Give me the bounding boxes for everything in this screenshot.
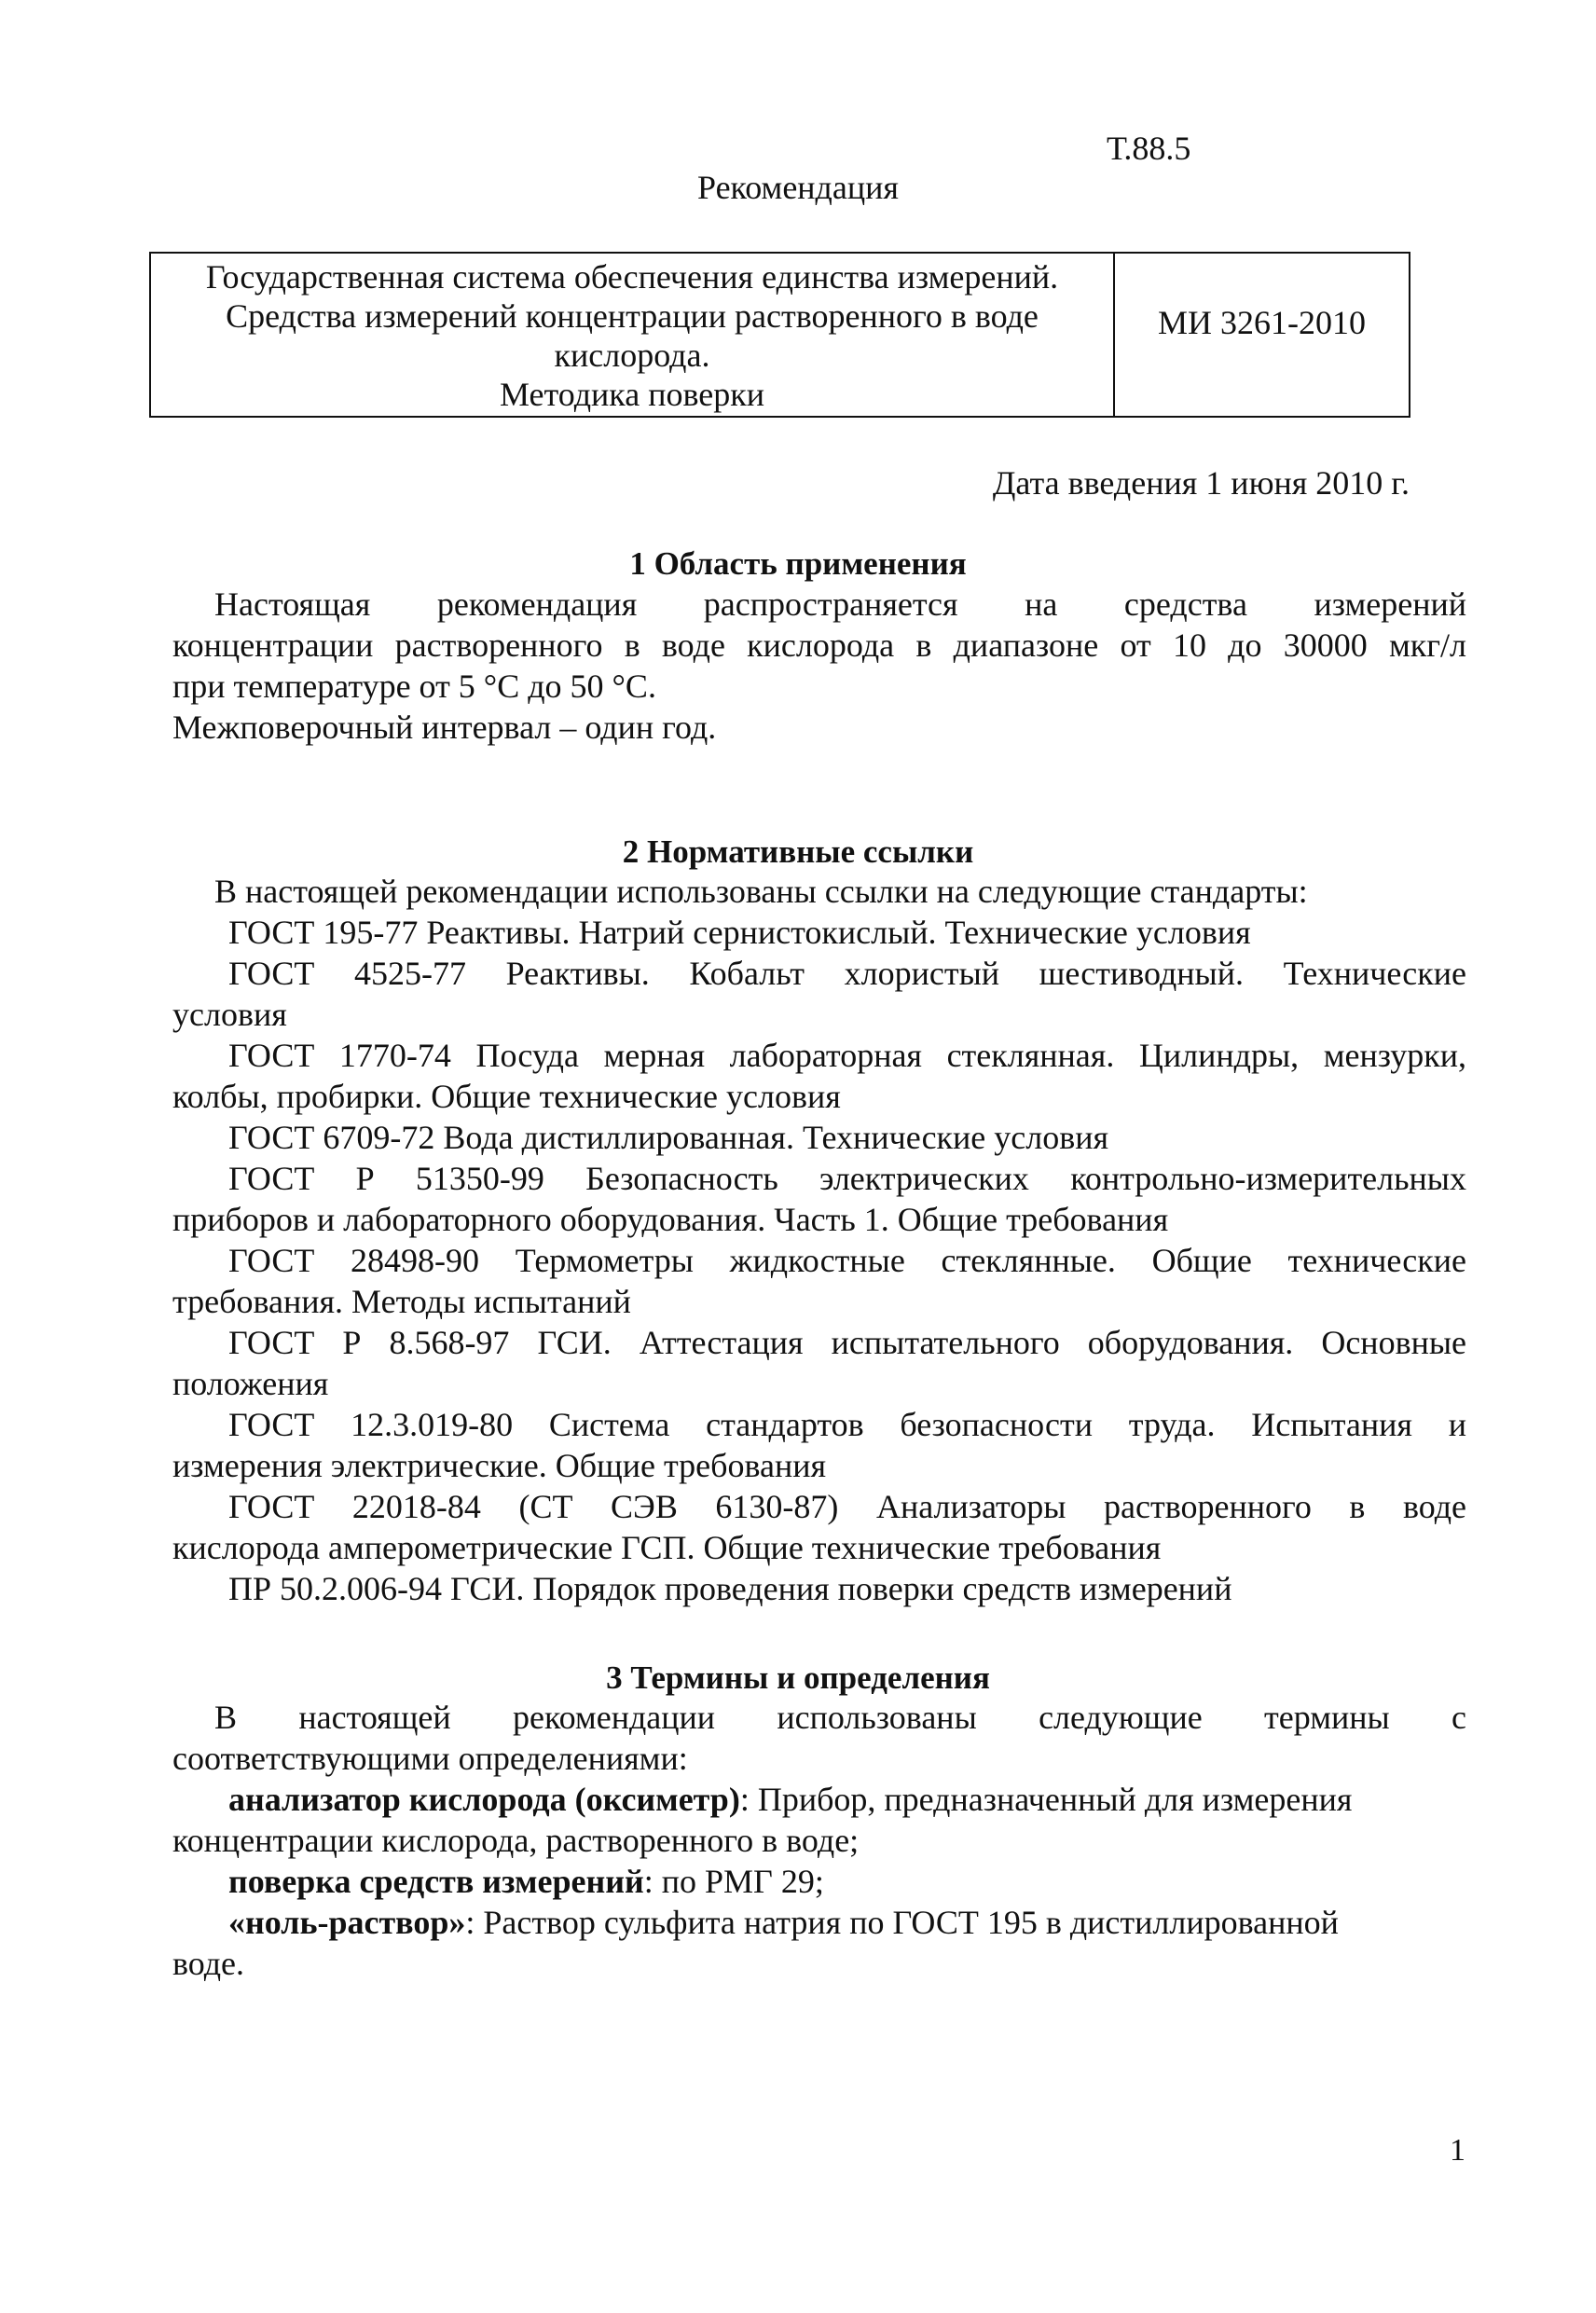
title-table xyxy=(149,252,1410,418)
introduction-date: Дата введения 1 июня 2010 г. xyxy=(992,464,1410,502)
reference-item: ГОСТ 12.3.019-80 Система стандартов безопасности труда. Испытания и xyxy=(228,1406,1466,1443)
reference-item-cont: требования. Методы испытаний xyxy=(172,1283,631,1320)
section-3-heading: 3 Термины и определения xyxy=(606,1659,990,1696)
document-number: МИ 3261-2010 xyxy=(1158,304,1366,341)
section-1-body xyxy=(172,584,1466,748)
section-1-heading: 1 Область применения xyxy=(629,545,967,582)
term: анализатор кислорода (оксиметр) xyxy=(228,1781,740,1818)
definition-cont: концентрации кислорода, растворенного в воде; xyxy=(172,1822,860,1859)
reference-item-cont: приборов и лабораторного оборудования. Часть 1. Общие требования xyxy=(172,1201,1169,1238)
reference-item-cont: условия xyxy=(172,996,287,1033)
title-line: кислорода. xyxy=(554,337,710,374)
text-line: Настоящая рекомендация распространяется на средства измерений xyxy=(214,585,1466,623)
reference-item-cont: измерения электрические. Общие требования xyxy=(172,1447,827,1484)
reference-item: ГОСТ 28498-90 Термометры жидкостные стеклянные. Общие технические xyxy=(228,1242,1466,1279)
reference-item: ГОСТ 1770-74 Посуда мерная лабораторная стеклянная. Цилиндры, мензурки, xyxy=(228,1037,1466,1074)
text-line: В настоящей рекомендации использованы ссылки на следующие стандарты: xyxy=(214,873,1308,910)
text-line: при температуре от 5 °С до 50 °С. xyxy=(172,668,656,705)
text-line: Межповерочный интервал – один год. xyxy=(172,709,717,746)
section-2-body xyxy=(172,871,1466,1609)
term: «ноль-раствор» xyxy=(228,1904,466,1941)
text-line: соответствующими определениями: xyxy=(172,1740,688,1777)
text-line: концентрации растворенного в воде кислорода в диапазоне от 10 до 30000 мкг/л xyxy=(172,626,1466,664)
reference-item-cont: колбы, пробирки. Общие технические условия xyxy=(172,1078,841,1115)
reference-item: ГОСТ 6709-72 Вода дистиллированная. Технические условия xyxy=(228,1119,1109,1156)
reference-item: ГОСТ 4525-77 Реактивы. Кобальт хлористый шестиводный. Технические xyxy=(228,955,1466,992)
title-line: Средства измерений концентрации растворенного в воде xyxy=(226,297,1039,335)
term-definition xyxy=(172,1861,1466,1902)
reference-item: ГОСТ 22018-84 (СТ СЭВ 6130-87) Анализаторы растворенного в воде xyxy=(228,1488,1466,1525)
definition: : Прибор, предназначенный для измерения xyxy=(739,1781,1353,1818)
section-2-heading: 2 Нормативные ссылки xyxy=(622,833,974,870)
definition: : Раствор сульфита натрия по ГОСТ 195 в дистиллированной xyxy=(465,1904,1339,1941)
term-definition xyxy=(172,1902,1466,1943)
section-3-body xyxy=(172,1697,1466,1984)
text-line: В настоящей рекомендации использованы следующие термины с xyxy=(214,1699,1466,1736)
reference-item: ГОСТ Р 51350-99 Безопасность электрических контрольно-измерительных xyxy=(228,1160,1466,1197)
term: поверка средств измерений xyxy=(228,1863,644,1900)
reference-item-cont: кислорода амперометрические ГСП. Общие технические требования xyxy=(172,1529,1162,1566)
definition-cont: воде. xyxy=(172,1945,245,1982)
document-type: Рекомендация xyxy=(697,169,899,206)
term-definition xyxy=(172,1779,1466,1820)
reference-item: ПР 50.2.006-94 ГСИ. Порядок проведения поверки средств измерений xyxy=(228,1570,1232,1607)
reference-item: ГОСТ Р 8.568-97 ГСИ. Аттестация испытательного оборудования. Основные xyxy=(228,1324,1466,1361)
reference-item-cont: положения xyxy=(172,1365,329,1402)
title-line: Государственная система обеспечения единства измерений. xyxy=(205,258,1059,296)
page-number: 1 xyxy=(1450,2133,1465,2168)
title-line: Методика поверки xyxy=(499,376,765,413)
title-cell xyxy=(151,254,1115,416)
reference-item: ГОСТ 195-77 Реактивы. Натрий сернистокислый. Технические условия xyxy=(228,914,1251,951)
definition: : по РМГ 29; xyxy=(643,1863,824,1900)
document-code: Т.88.5 xyxy=(1107,130,1191,167)
